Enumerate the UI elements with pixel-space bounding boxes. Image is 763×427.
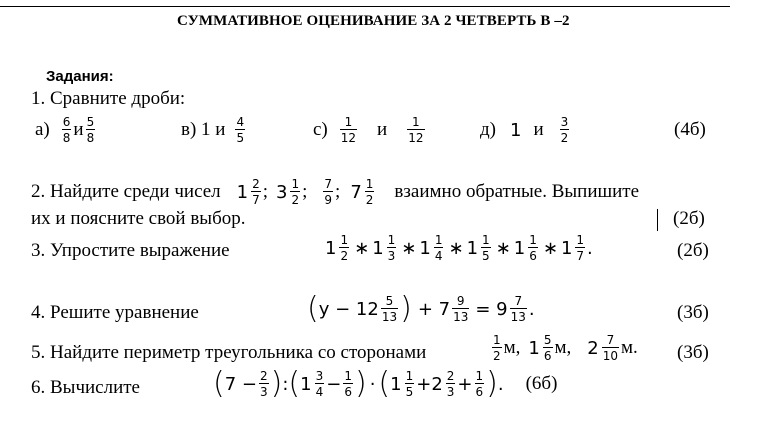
fraction: $\frac{2}{3}$ (259, 369, 268, 399)
paren: ) (354, 366, 367, 401)
task3-text: 3. Упростите выражение (31, 240, 230, 261)
operator: : (282, 373, 289, 395)
mixed-number (561, 234, 587, 262)
task1-a (35, 116, 97, 144)
fraction (434, 234, 444, 262)
period: . (587, 237, 593, 259)
fraction: $\frac{5}{8}$ (86, 115, 95, 145)
operator: · (369, 373, 376, 395)
task5-points: (3б) (677, 342, 709, 363)
task5-sides (490, 334, 638, 362)
whole-part: 1 (560, 237, 573, 259)
unit: м, (554, 337, 572, 358)
mixed-number: 2 $\frac{2}{3}$ (431, 369, 455, 399)
fraction: $\frac{1}{6}$ (475, 369, 484, 399)
task6-text: 6. Вычислите (31, 377, 140, 398)
task1-points: (4б) (674, 119, 706, 140)
mixed-number: 7 $\frac{1}{2}$ (350, 177, 374, 207)
fraction (575, 234, 585, 262)
task4-term: + 7 (417, 298, 451, 320)
page-title: СУММАТИВНОЕ ОЦЕНИВАНИЕ ЗА 2 ЧЕТВЕРТЬ В –2 (177, 13, 570, 29)
unit: м. (621, 337, 638, 358)
tasks-heading: Задания: (46, 68, 114, 85)
fraction: $\frac{1}{12}$ (408, 115, 424, 145)
task6-expression (213, 366, 558, 401)
task1-text: 1. Сравните дроби: (31, 88, 186, 109)
fraction: $\frac{7}{13}$ (510, 294, 526, 324)
task4-equation (307, 291, 535, 326)
fraction: $\frac{6}{8}$ (62, 115, 71, 145)
mixed-number: 1 $\frac{1}{5}$ (390, 369, 414, 399)
paren: ) (486, 366, 498, 401)
denominator: 7 (576, 249, 585, 263)
multiply-operator: ∗ (448, 237, 464, 259)
fraction: $\frac{1}{2}$ (493, 333, 501, 363)
task6-points: (6б) (525, 373, 558, 394)
unit: м, (503, 337, 521, 358)
fraction: $\frac{1}{12}$ (340, 115, 357, 145)
task4-text: 4. Решите уравнение (31, 302, 199, 323)
fraction (528, 234, 538, 262)
paren: ( (378, 366, 391, 401)
whole-part: 1 (325, 237, 337, 259)
whole-part: 1 (513, 237, 526, 259)
fraction: $\frac{3}{2}$ (560, 115, 569, 145)
task1-b-label: в) 1 и (181, 119, 226, 140)
mixed-number (325, 234, 351, 262)
task3-points: (2б) (677, 240, 709, 261)
paren: ) (400, 291, 412, 326)
task1-d-and: и (533, 119, 544, 140)
period: . (528, 298, 535, 320)
task1-a-label: а) (35, 119, 50, 140)
separator: ; (335, 181, 341, 202)
fraction: $\frac{4}{5}$ (236, 115, 245, 145)
fraction: $\frac{1}{6}$ (344, 369, 352, 399)
paren: ( (288, 366, 301, 401)
numerator: 1 (576, 233, 585, 247)
denominator: 3 (387, 249, 396, 263)
mixed-number: 1 $\frac{3}{4}$ (300, 369, 324, 399)
numerator: 1 (529, 233, 537, 247)
denominator: 2 (340, 249, 349, 263)
denominator: 6 (529, 249, 537, 263)
paren: ) (270, 366, 283, 401)
task2-points: (2б) (673, 208, 705, 229)
task2-line2: их и поясните свой выбор. (31, 208, 246, 229)
task4-points: (3б) (677, 302, 709, 323)
numerator: 1 (387, 233, 396, 247)
mixed-number: 2 $\frac{7}{10}$ (587, 333, 619, 363)
task1-a-and: и (73, 119, 84, 140)
task1-c (313, 116, 427, 144)
top-rule (0, 6, 730, 7)
multiply-operator: ∗ (354, 237, 370, 259)
fraction: $\frac{9}{13}$ (453, 294, 469, 324)
multiply-operator: ∗ (542, 237, 558, 259)
whole-part: 1 (419, 237, 431, 259)
numerator: 1 (482, 233, 490, 247)
numerator: 1 (434, 233, 443, 247)
mixed-number (372, 234, 398, 262)
task5-text: 5. Найдите периметр треугольника со сторонами (31, 342, 427, 363)
mixed-number (419, 234, 445, 262)
operator: + (416, 373, 432, 395)
task2-text-after: взаимно обратные. Выпишите (394, 181, 640, 202)
mixed-number: 1 $\frac{5}{6}$ (528, 333, 552, 363)
separator: ; (262, 181, 269, 202)
mixed-number (514, 234, 540, 262)
mixed-number: 1 $\frac{2}{7}$ (236, 177, 260, 207)
fraction (387, 234, 397, 262)
whole-part: 1 (466, 237, 479, 259)
fraction (481, 234, 491, 262)
task6-term: 7 − (224, 373, 257, 395)
fraction (339, 234, 349, 262)
task4-term: y − 12 (318, 298, 379, 320)
task2-line1 (31, 178, 639, 206)
paren: ( (307, 291, 319, 326)
task1-c-label: с) (313, 119, 328, 140)
task1-d-one: 1 (510, 119, 522, 141)
multiply-operator: ∗ (495, 237, 511, 259)
mixed-number (467, 234, 493, 262)
task1-b (181, 116, 247, 144)
fraction: $\frac{5}{13}$ (381, 294, 398, 324)
separator: ; (302, 181, 308, 202)
mixed-number: 3 $\frac{1}{2}$ (276, 177, 300, 207)
fraction: $\frac{7}{9}$ (324, 177, 333, 207)
task1-c-and: и (377, 119, 388, 140)
denominator: 5 (482, 249, 490, 263)
operator: + (457, 373, 473, 395)
text-cursor (657, 209, 658, 231)
multiply-operator: ∗ (401, 237, 417, 259)
numerator: 1 (340, 233, 349, 247)
task1-d-label: д) (480, 119, 496, 140)
denominator: 4 (434, 249, 443, 263)
operator: − (326, 373, 342, 395)
task3-expression (325, 234, 593, 262)
task4-term: = 9 (475, 298, 508, 320)
paren: ( (213, 366, 225, 401)
task2-text: 2. Найдите среди чисел (31, 181, 221, 202)
whole-part: 1 (372, 237, 384, 259)
period: . (497, 373, 504, 395)
task1-d (480, 116, 571, 144)
